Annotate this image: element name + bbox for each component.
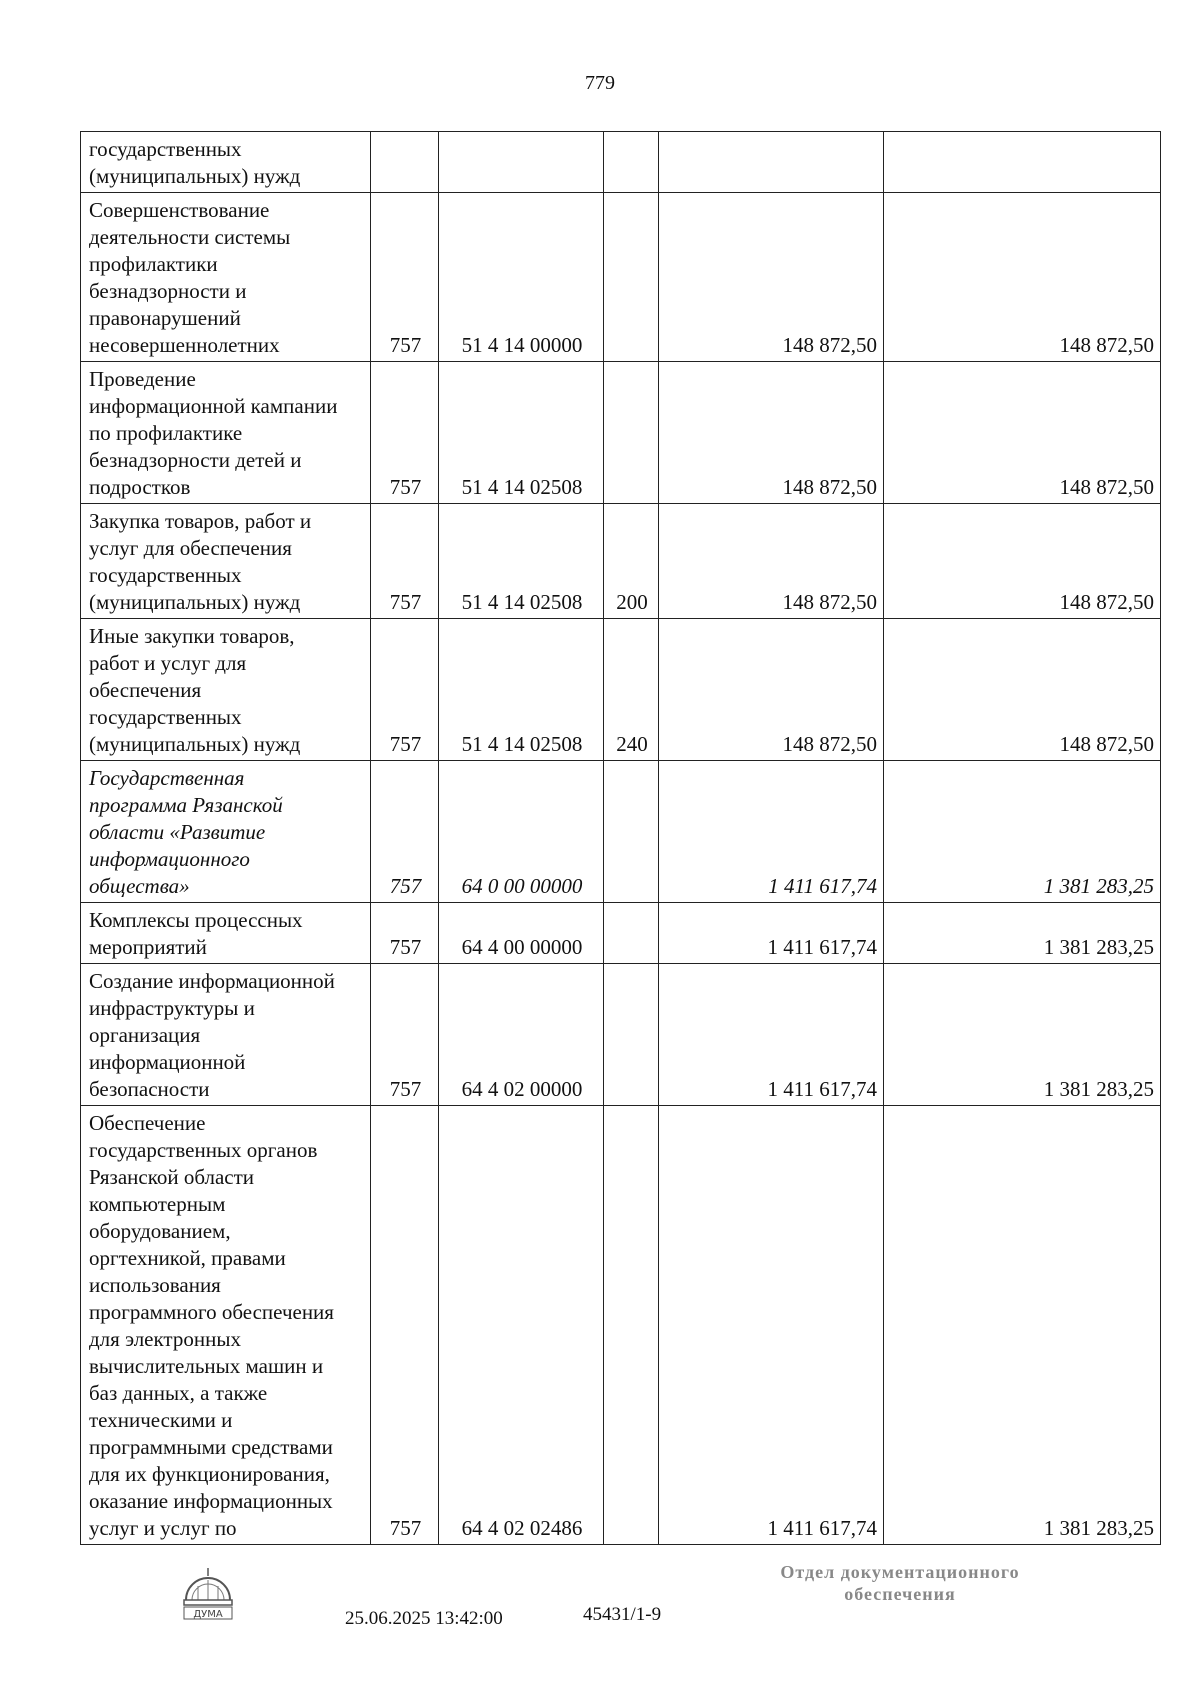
cell-expense-type: 240 [604,619,659,761]
stamp-line-2: обеспечения [844,1584,956,1604]
table-body [81,132,1161,1545]
table-row [81,761,1161,903]
cell-expense-type [604,362,659,504]
cell-name: Государственная программа Рязанской области «Развитие информационного общества» [81,761,371,903]
table-row [81,619,1161,761]
cell-name: Иные закупки товаров, работ и услуг для обеспечения государственных (муниципальных) нужд [81,619,371,761]
cell-sum-year-2: 1 381 283,25 [884,761,1161,903]
cell-target-article: 64 0 00 00000 [439,761,604,903]
cell-expense-type: 200 [604,504,659,619]
cell-expense-type [604,1106,659,1545]
cell-name: Совершенствование деятельности системы профилактики безнадзорности и правонарушений несовершеннолетних [81,193,371,362]
cell-sum-year-1 [659,132,884,193]
cell-sum-year-1: 148 872,50 [659,362,884,504]
cell-sum-year-1: 148 872,50 [659,619,884,761]
cell-department-code: 757 [371,903,439,964]
table-row [81,362,1161,504]
cell-department-code [371,132,439,193]
cell-sum-year-1: 1 411 617,74 [659,903,884,964]
cell-expense-type [604,964,659,1106]
table-row [81,903,1161,964]
page-number: 779 [585,72,615,94]
cell-target-article: 64 4 02 02486 [439,1106,604,1545]
cell-sum-year-1: 148 872,50 [659,504,884,619]
cell-department-code: 757 [371,362,439,504]
cell-target-article: 51 4 14 00000 [439,193,604,362]
cell-target-article: 64 4 02 00000 [439,964,604,1106]
cell-name: Проведение информационной кампании по профилактике безнадзорности детей и подростков [81,362,371,504]
table-row [81,193,1161,362]
cell-target-article: 64 4 00 00000 [439,903,604,964]
cell-department-code: 757 [371,504,439,619]
cell-name: Закупка товаров, работ и услуг для обеспечения государственных (муниципальных) нужд [81,504,371,619]
table-row [81,964,1161,1106]
cell-sum-year-2: 148 872,50 [884,504,1161,619]
cell-sum-year-2 [884,132,1161,193]
cell-expense-type [604,761,659,903]
cell-name: Комплексы процессных мероприятий [81,903,371,964]
cell-name: Создание информационной инфраструктуры и организация информационной безопасности [81,964,371,1106]
cell-sum-year-2: 148 872,50 [884,193,1161,362]
cell-department-code: 757 [371,964,439,1106]
budget-table [80,131,1161,1545]
cell-target-article [439,132,604,193]
cell-name: Обеспечение государственных органов Рязанской области компьютерным оборудованием, оргтехникой, правами использования программного обеспечения для электронных вычислительных машин и баз данных, а также техническими и программными средствами для их функционирования, оказание информационных услуг и услуг по [81,1106,371,1545]
table-row [81,132,1161,193]
cell-sum-year-1: 1 411 617,74 [659,1106,884,1545]
cell-target-article: 51 4 14 02508 [439,504,604,619]
cell-department-code: 757 [371,1106,439,1545]
cell-sum-year-1: 1 411 617,74 [659,964,884,1106]
cell-sum-year-2: 148 872,50 [884,619,1161,761]
stamp-line-1: Отдел документационного [780,1562,1020,1582]
cell-target-article: 51 4 14 02508 [439,619,604,761]
footer-date: 25.06.2025 13:42:00 [345,1608,503,1629]
cell-expense-type [604,193,659,362]
cell-expense-type [604,903,659,964]
footer-document-code: 45431/1-9 [583,1604,662,1625]
cell-sum-year-2: 148 872,50 [884,362,1161,504]
table-row [81,1106,1161,1545]
cell-sum-year-2: 1 381 283,25 [884,1106,1161,1545]
cell-expense-type [604,132,659,193]
duma-logo-text: ДУМА [193,1609,223,1620]
cell-sum-year-1: 1 411 617,74 [659,761,884,903]
table-row [81,504,1161,619]
cell-department-code: 757 [371,193,439,362]
cell-name: государственных (муниципальных) нужд [81,132,371,193]
cell-sum-year-2: 1 381 283,25 [884,903,1161,964]
cell-sum-year-2: 1 381 283,25 [884,964,1161,1106]
duma-logo [178,1566,238,1626]
cell-sum-year-1: 148 872,50 [659,193,884,362]
cell-department-code: 757 [371,619,439,761]
cell-target-article: 51 4 14 02508 [439,362,604,504]
cell-department-code: 757 [371,761,439,903]
department-stamp [740,1561,1060,1605]
